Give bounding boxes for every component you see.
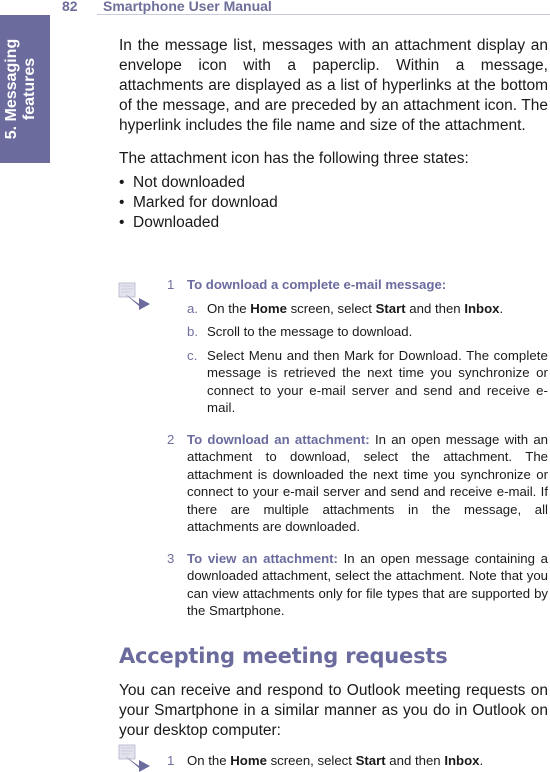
text: . — [479, 753, 484, 768]
step-number: 3 — [167, 550, 175, 566]
chapter-tab-line2: features — [21, 57, 38, 121]
bold-text: Home — [250, 300, 287, 316]
bold-text: Start — [375, 300, 406, 316]
bold-text: Home — [230, 753, 267, 768]
list-item: • Downloaded — [119, 213, 548, 233]
text: On the — [187, 753, 231, 768]
section-intro: You can receive and respond to Outlook meeting requests on your Smartphone in a similar manner as you do in Outlook on your desktop computer: — [119, 682, 548, 739]
bold-text: Start — [355, 753, 386, 768]
manual-title: Smartphone User Manual — [103, 0, 272, 14]
text: screen, select — [286, 300, 376, 316]
step-body — [187, 550, 548, 620]
bold-text: Inbox — [444, 753, 480, 768]
states-paragraph: The attachment icon has the following three states: — [119, 150, 469, 167]
substep-letter: c. — [187, 347, 198, 363]
procedure-steps — [167, 276, 548, 620]
bold-text: Inbox — [464, 300, 500, 316]
substep-letter: a. — [187, 300, 198, 316]
substep-a — [187, 300, 548, 318]
arrow-icon — [117, 742, 153, 772]
step-2 — [167, 431, 548, 536]
text: . — [499, 300, 504, 316]
step-title: To view an attachment: — [187, 550, 338, 566]
step-title: To download a complete e-mail message: — [187, 277, 447, 292]
page-header — [0, 0, 550, 16]
text: and then — [385, 753, 445, 768]
step-number: 2 — [167, 431, 175, 447]
meeting-step-1 — [167, 752, 550, 770]
intro-paragraph: In the message list, messages with an attachment display an envelope icon with a paperclip. Within a message, attachments are displayed as a list of hyperlinks at the bottom of the message, and are preceded by an attachment icon. The hyperlink includes the file name and size of the attachment. — [119, 37, 548, 134]
chapter-tab-label — [3, 21, 39, 157]
list-item: • Marked for download — [119, 193, 548, 213]
chapter-tab — [0, 15, 50, 163]
intro-section — [119, 36, 548, 233]
page-number: 82 — [62, 0, 78, 14]
text: and then — [405, 300, 465, 316]
step-number: 1 — [167, 277, 175, 292]
text: screen, select — [266, 753, 356, 768]
substep-c — [187, 347, 548, 417]
substep-letter: b. — [187, 324, 198, 339]
text: In an open message containing a downloaded attachment, select the attachment. Note that you can view attachments only for file types that are supported by the Smartphone. — [187, 550, 548, 618]
text: Scroll to the message to download. — [207, 324, 413, 339]
arrow-icon — [117, 280, 153, 310]
step-number: 1 — [167, 753, 175, 768]
states-list — [119, 173, 548, 233]
step-title: To download an attachment: — [187, 431, 370, 447]
step-1 — [167, 276, 548, 417]
substeps — [187, 300, 548, 417]
header-divider — [97, 14, 550, 15]
section-heading: Accepting meeting requests — [119, 644, 448, 668]
text: In an open message with an attachment to download, select the attachment. The attachment is downloaded the next time you synchronize or connect to your e-mail server and send and receive e-mail. If there are multiple attachments in the message, all attachments are downloaded. — [187, 431, 548, 534]
text: Select Menu and then Mark for Download. The complete message is retrieved the next time you synchronize or connect to your e-mail server and send and receive e-mail. — [207, 347, 548, 415]
list-item: • Not downloaded — [119, 173, 548, 193]
step-body — [187, 431, 548, 536]
substep-b — [187, 323, 548, 341]
step-3 — [167, 550, 548, 620]
chapter-tab-line1: 5. Messaging — [3, 38, 20, 140]
text: On the — [207, 300, 251, 316]
